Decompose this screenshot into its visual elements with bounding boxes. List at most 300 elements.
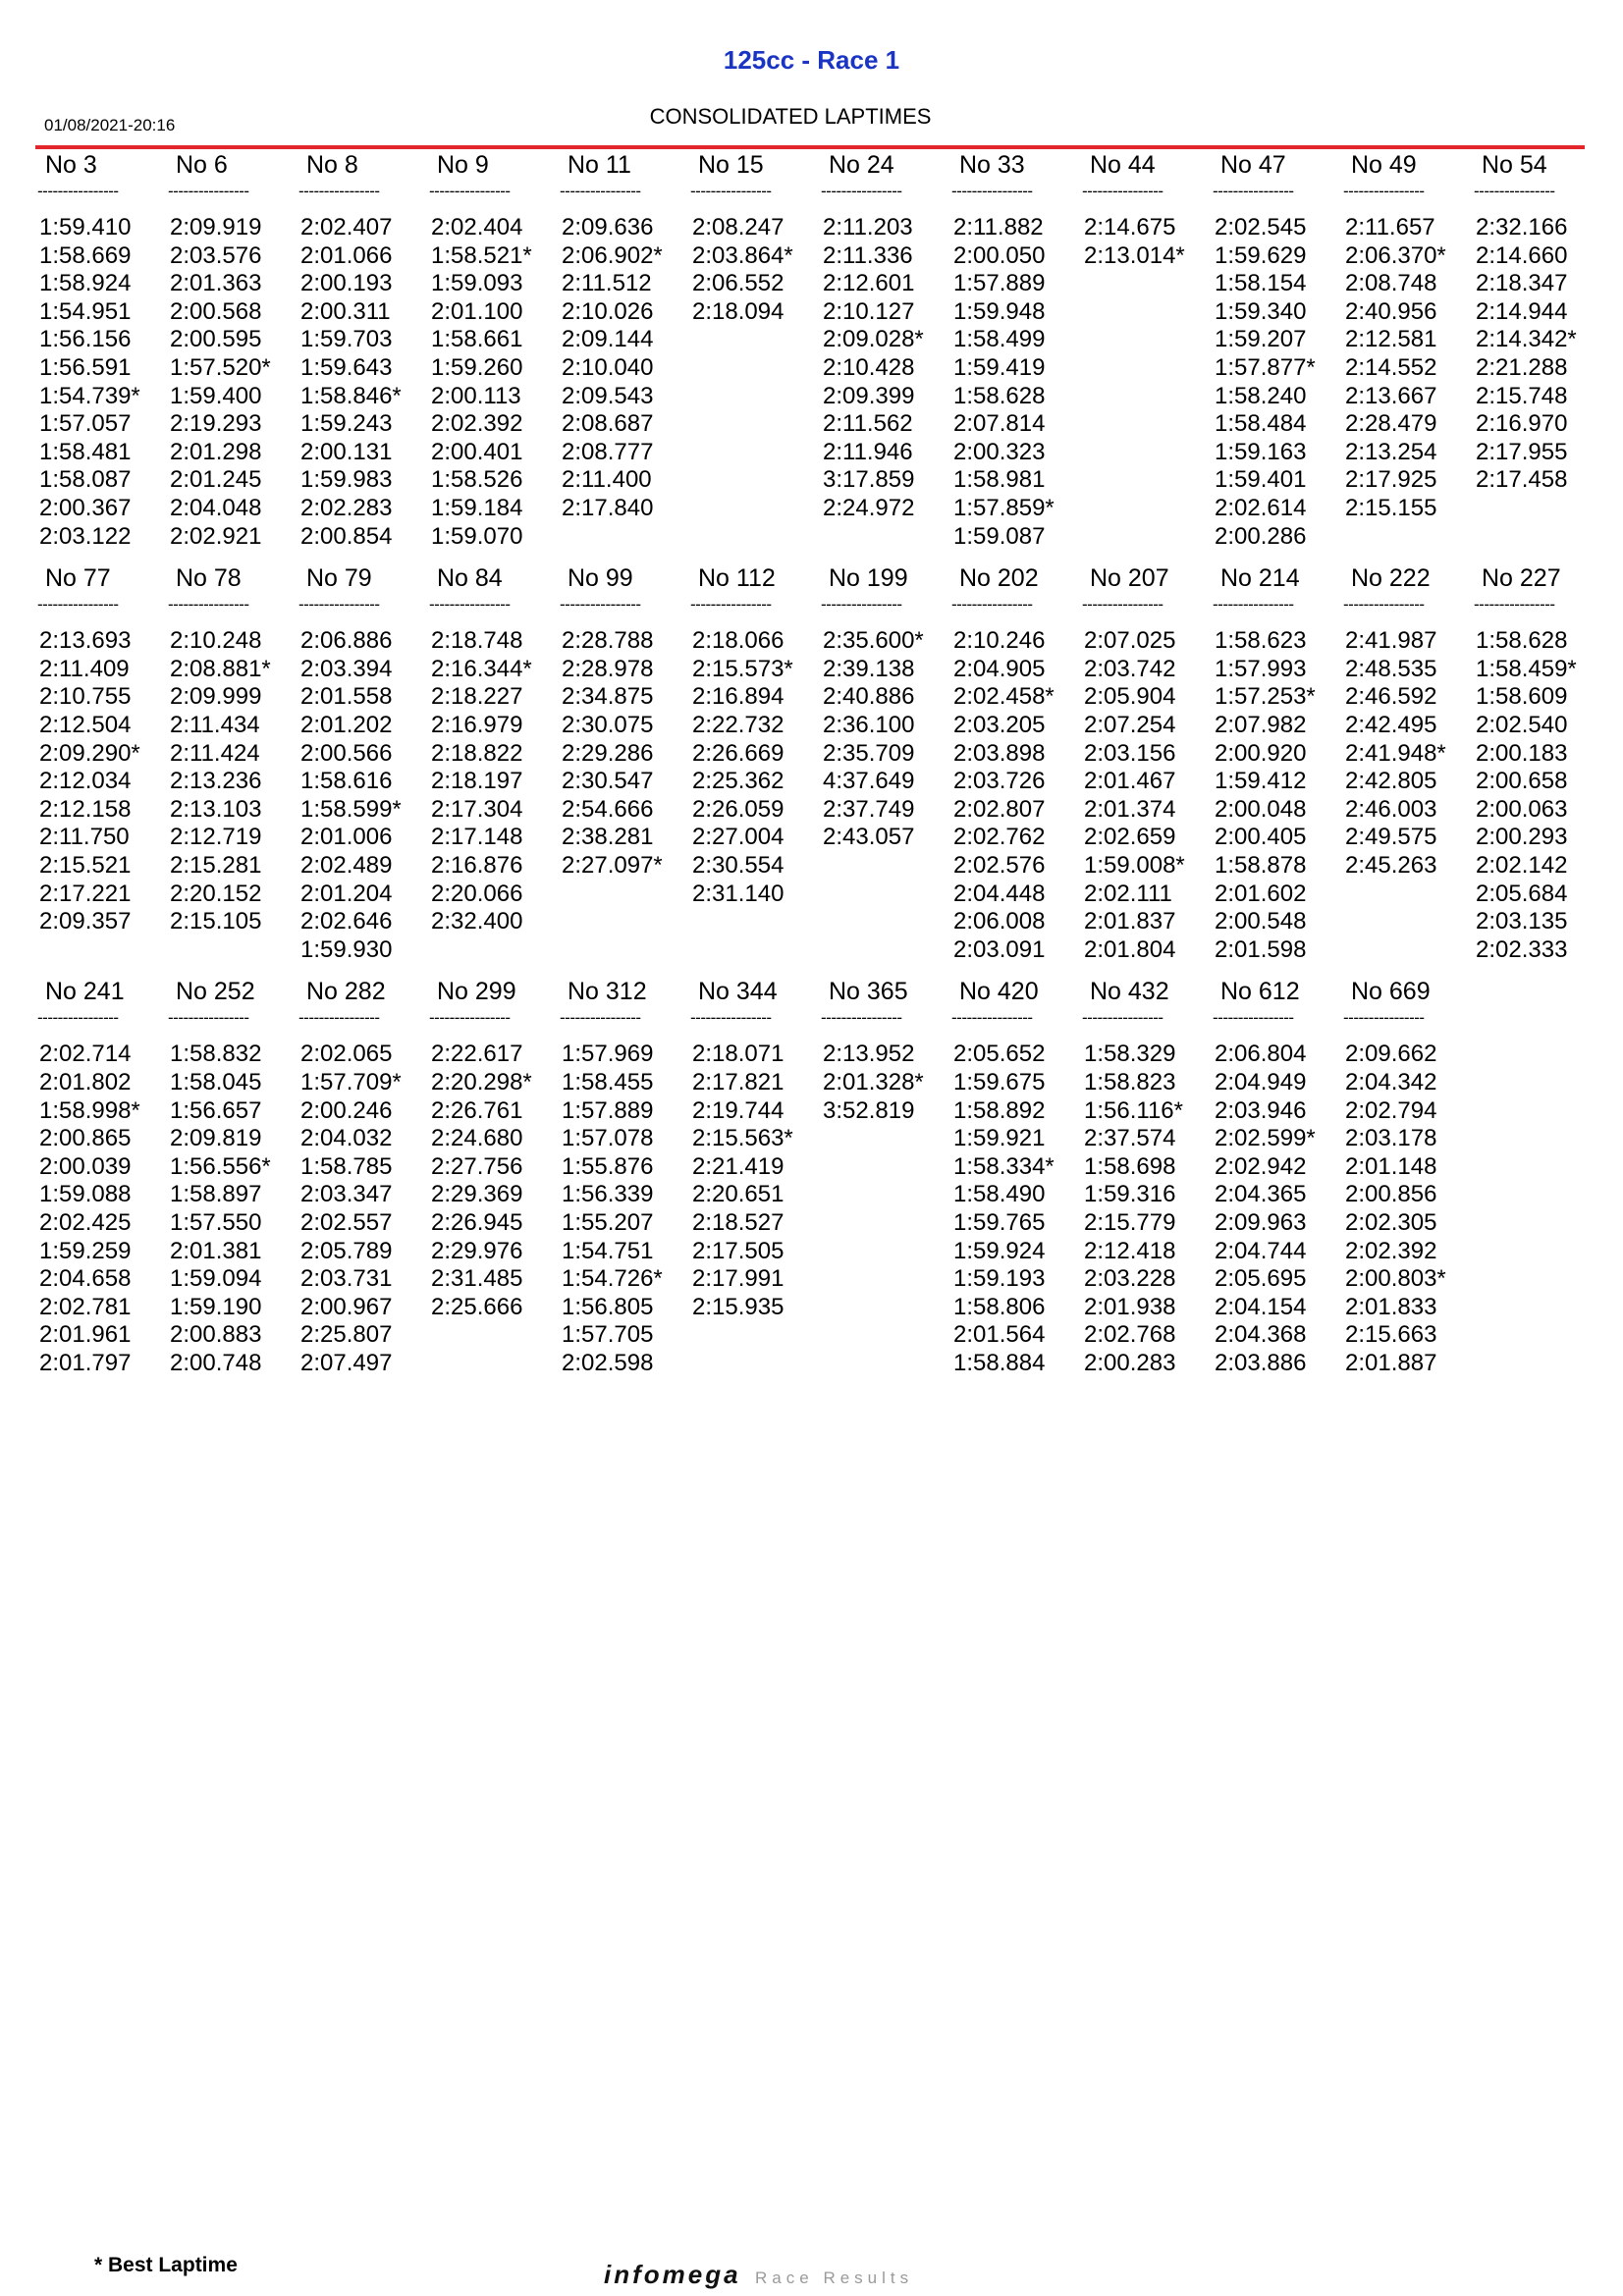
laptime-cell: 1:58.455	[562, 1068, 654, 1095]
column-separator: ----------------	[37, 1008, 119, 1028]
laptime-cell: 1:59.193	[953, 1265, 1046, 1293]
driver-number-header: No 227	[1482, 564, 1561, 593]
laptime-cell: 1:54.726*	[562, 1265, 663, 1293]
laptime-cell: 2:01.066	[300, 241, 393, 269]
laptime-cell: 2:32.400	[431, 908, 523, 935]
laptime-cell: 2:11.424	[170, 739, 260, 767]
laptime-cell: 2:01.381	[170, 1237, 262, 1264]
laptime-cell: 2:00.286	[1215, 522, 1307, 550]
laptime-cell: 1:58.897	[170, 1181, 262, 1208]
laptime-cell: 2:01.006	[300, 824, 393, 851]
laptime-cell: 2:29.286	[562, 739, 654, 767]
laptime-cell: 2:22.732	[692, 711, 784, 738]
laptime-cell: 2:00.063	[1476, 795, 1568, 823]
column-separator: ----------------	[429, 182, 511, 200]
laptime-cell: 2:26.669	[692, 739, 784, 767]
laptime-cell: 1:58.832	[170, 1041, 262, 1068]
laptime-cell: 2:02.714	[39, 1041, 132, 1068]
laptime-cell: 2:19.293	[170, 410, 262, 438]
laptime-cell: 1:59.088	[39, 1181, 132, 1208]
laptime-cell: 2:18.748	[431, 627, 523, 655]
laptime-cell: 2:00.566	[300, 739, 393, 767]
laptime-cell: 2:10.246	[953, 627, 1046, 655]
laptime-cell: 2:43.057	[823, 824, 915, 851]
laptime-cell: 1:58.499	[953, 326, 1046, 353]
laptime-cell: 2:30.554	[692, 851, 784, 879]
laptime-cell: 2:08.777	[562, 438, 654, 465]
laptime-cell: 2:11.512	[562, 270, 652, 297]
column-separator: ----------------	[1082, 595, 1163, 614]
laptime-cell: 2:11.657	[1345, 214, 1435, 240]
column-separator: ----------------	[1213, 182, 1294, 200]
laptime-cell: 2:06.886	[300, 627, 393, 655]
laptime-cell: 2:00.367	[39, 494, 132, 521]
laptime-cell: 2:15.779	[1084, 1208, 1176, 1236]
laptime-cell: 1:59.259	[39, 1237, 132, 1264]
laptime-cell: 1:58.661	[431, 326, 523, 353]
driver-column	[168, 976, 298, 1377]
laptime-cell: 2:18.347	[1476, 270, 1568, 297]
column-separator: ----------------	[168, 1008, 249, 1028]
laptime-cell: 1:59.207	[1215, 326, 1307, 353]
laptime-cell: 1:58.924	[39, 270, 132, 297]
laptime-cell: 2:18.197	[431, 768, 523, 795]
laptime-cell: 2:40.886	[823, 683, 915, 711]
laptime-cell: 2:01.802	[39, 1068, 132, 1095]
laptime-cell: 2:05.904	[1084, 683, 1176, 711]
laptime-cell: 2:39.138	[823, 655, 915, 682]
laptime-cell: 2:07.025	[1084, 627, 1176, 655]
driver-number-header: No 44	[1090, 151, 1156, 179]
driver-number-header: No 299	[437, 978, 516, 1006]
laptime-cell: 2:13.693	[39, 627, 132, 655]
laptime-cell: 2:11.434	[170, 711, 260, 738]
laptime-cell: 2:01.100	[431, 297, 523, 325]
laptime-cell: 1:57.057	[39, 410, 132, 438]
driver-column	[429, 149, 560, 551]
laptime-cell: 2:16.344*	[431, 655, 532, 682]
laptime-cell: 2:05.789	[300, 1237, 393, 1264]
laptime-cell: 1:58.334*	[953, 1152, 1055, 1180]
laptime-list	[37, 1029, 168, 1377]
report-subtitle: CONSOLIDATED LAPTIMES	[649, 104, 932, 129]
laptime-list	[821, 615, 951, 852]
laptime-cell: 2:00.283	[1084, 1349, 1176, 1376]
laptime-cell: 2:18.527	[692, 1208, 784, 1236]
laptime-cell: 2:17.991	[692, 1265, 784, 1293]
driver-column	[560, 562, 690, 880]
laptime-cell: 1:59.675	[953, 1068, 1046, 1095]
laptime-list	[1213, 615, 1343, 964]
laptime-cell: 2:03.726	[953, 768, 1046, 795]
laptime-cell: 1:57.550	[170, 1208, 262, 1236]
laptime-cell: 2:10.127	[823, 297, 915, 325]
laptime-cell: 2:03.946	[1215, 1096, 1307, 1124]
laptime-cell: 2:20.066	[431, 880, 523, 907]
column-separator: ----------------	[821, 182, 902, 200]
laptime-cell: 2:08.247	[692, 214, 784, 240]
laptime-cell: 2:17.304	[431, 795, 523, 823]
laptime-cell: 2:02.794	[1345, 1096, 1437, 1124]
laptime-list	[560, 615, 690, 880]
laptime-cell: 2:35.600*	[823, 627, 924, 655]
driver-column	[951, 976, 1082, 1377]
laptime-cell: 2:15.748	[1476, 382, 1568, 409]
laptime-list	[168, 1029, 298, 1377]
laptime-cell: 2:14.342*	[1476, 326, 1577, 353]
laptime-cell: 2:41.987	[1345, 627, 1437, 655]
laptime-cell: 1:56.339	[562, 1181, 654, 1208]
laptime-cell: 2:00.401	[431, 438, 523, 465]
laptime-list	[690, 615, 821, 908]
laptime-cell: 1:59.419	[953, 353, 1046, 381]
laptime-cell: 2:20.152	[170, 880, 262, 907]
laptime-cell: 1:59.629	[1215, 241, 1307, 269]
driver-column	[1082, 976, 1213, 1377]
laptime-cell: 1:58.490	[953, 1181, 1046, 1208]
laptime-list	[1474, 202, 1604, 495]
best-laptime-note: * Best Laptime	[94, 2254, 238, 2276]
laptime-cell: 2:17.458	[1476, 466, 1568, 494]
laptime-cell: 2:18.071	[692, 1041, 784, 1068]
laptimes-table	[37, 149, 1608, 1390]
laptime-cell: 2:01.961	[39, 1321, 132, 1349]
laptime-cell: 2:03.742	[1084, 655, 1176, 682]
driver-column	[690, 562, 821, 908]
column-separator: ----------------	[821, 595, 902, 614]
laptime-cell: 1:59.243	[300, 410, 393, 438]
laptime-cell: 2:11.750	[39, 824, 130, 851]
laptime-cell: 2:00.311	[300, 297, 391, 325]
laptime-cell: 2:09.636	[562, 214, 654, 240]
laptime-cell: 2:17.221	[39, 880, 132, 907]
laptime-cell: 2:01.328*	[823, 1068, 924, 1095]
column-separator: ----------------	[429, 595, 511, 614]
laptime-cell: 2:29.976	[431, 1237, 523, 1264]
driver-number-header: No 252	[176, 978, 255, 1006]
laptime-cell: 2:09.028*	[823, 326, 924, 353]
laptime-cell: 2:09.290*	[39, 739, 140, 767]
laptime-cell: 2:10.248	[170, 627, 262, 655]
driver-number-header: No 15	[698, 151, 764, 179]
laptime-cell: 2:05.684	[1476, 880, 1568, 907]
laptime-list	[1213, 202, 1343, 551]
laptime-list	[37, 202, 168, 551]
laptime-cell: 1:59.093	[431, 270, 523, 297]
laptime-cell: 1:58.484	[1215, 410, 1307, 438]
laptime-list	[1343, 615, 1474, 880]
driver-column	[37, 149, 168, 551]
driver-column	[1343, 149, 1474, 523]
driver-column	[1343, 562, 1474, 880]
laptime-cell: 1:58.698	[1084, 1152, 1176, 1180]
laptime-cell: 2:15.521	[39, 851, 132, 879]
column-separator: ----------------	[690, 182, 772, 200]
laptime-cell: 1:57.889	[953, 270, 1046, 297]
laptime-cell: 2:07.497	[300, 1349, 393, 1376]
column-separator: ----------------	[1343, 1008, 1425, 1028]
column-separator: ----------------	[951, 595, 1033, 614]
laptime-cell: 2:03.576	[170, 241, 262, 269]
laptime-cell: 1:57.993	[1215, 655, 1307, 682]
laptime-cell: 2:13.254	[1345, 438, 1437, 465]
laptime-cell: 2:00.568	[170, 297, 262, 325]
laptime-cell: 2:18.066	[692, 627, 784, 655]
laptime-cell: 2:04.744	[1215, 1237, 1307, 1264]
laptime-cell: 2:09.963	[1215, 1208, 1307, 1236]
laptime-cell: 1:58.628	[1476, 627, 1568, 655]
laptime-cell: 2:16.876	[431, 851, 523, 879]
laptime-cell: 2:06.804	[1215, 1041, 1307, 1068]
laptime-cell: 1:57.705	[562, 1321, 654, 1349]
laptime-cell: 2:01.202	[300, 711, 393, 738]
laptime-cell: 2:04.365	[1215, 1181, 1307, 1208]
driver-number-header: No 49	[1351, 151, 1417, 179]
laptime-cell: 1:58.623	[1215, 627, 1307, 655]
laptime-cell: 1:59.643	[300, 353, 393, 381]
laptime-cell: 2:04.448	[953, 880, 1046, 907]
laptime-cell: 2:04.658	[39, 1265, 132, 1293]
laptime-list	[168, 615, 298, 936]
laptime-cell: 1:59.410	[39, 214, 132, 240]
laptime-list	[298, 202, 429, 551]
laptime-cell: 2:24.972	[823, 494, 915, 521]
driver-number-header: No 669	[1351, 978, 1431, 1006]
laptime-cell: 2:01.598	[1215, 935, 1307, 963]
laptime-cell: 2:11.336	[823, 241, 913, 269]
laptime-cell: 1:58.785	[300, 1152, 393, 1180]
laptime-cell: 1:58.878	[1215, 851, 1307, 879]
laptime-cell: 2:04.949	[1215, 1068, 1307, 1095]
laptime-cell: 1:56.591	[39, 353, 132, 381]
laptime-cell: 1:54.751	[562, 1237, 654, 1264]
laptime-cell: 2:01.374	[1084, 795, 1176, 823]
laptime-cell: 2:01.833	[1345, 1293, 1437, 1320]
laptime-cell: 2:02.540	[1476, 711, 1568, 738]
laptime-cell: 1:56.556*	[170, 1152, 271, 1180]
laptime-cell: 2:35.709	[823, 739, 915, 767]
laptime-cell: 2:17.148	[431, 824, 523, 851]
laptime-cell: 1:57.078	[562, 1125, 654, 1152]
laptime-cell: 1:55.207	[562, 1208, 654, 1236]
laptime-cell: 2:02.942	[1215, 1152, 1307, 1180]
laptime-cell: 2:02.659	[1084, 824, 1176, 851]
laptime-cell: 2:05.652	[953, 1041, 1046, 1068]
laptime-cell: 2:04.905	[953, 655, 1046, 682]
driver-number-header: No 432	[1090, 978, 1169, 1006]
column-separator: ----------------	[1213, 595, 1294, 614]
laptime-cell: 2:15.563*	[692, 1125, 793, 1152]
laptime-list	[37, 615, 168, 936]
driver-number-header: No 312	[568, 978, 647, 1006]
driver-column	[168, 562, 298, 936]
laptime-cell: 2:20.298*	[431, 1068, 532, 1095]
laptime-cell: 2:08.687	[562, 410, 654, 438]
driver-number-header: No 77	[45, 564, 111, 593]
column-separator: ----------------	[298, 595, 380, 614]
laptime-list	[298, 615, 429, 964]
laptime-cell: 1:56.805	[562, 1293, 654, 1320]
laptime-cell: 1:55.876	[562, 1152, 654, 1180]
laptime-cell: 2:30.075	[562, 711, 654, 738]
laptime-cell: 1:58.823	[1084, 1068, 1176, 1095]
column-separator: ----------------	[560, 1008, 641, 1028]
column-separator: ----------------	[1343, 182, 1425, 200]
laptime-cell: 2:14.944	[1476, 297, 1568, 325]
laptime-cell: 2:21.419	[692, 1152, 784, 1180]
infomega-logo	[604, 2260, 913, 2290]
laptime-cell: 2:21.288	[1476, 353, 1568, 381]
laptime-cell: 2:02.768	[1084, 1321, 1176, 1349]
driver-number-header: No 612	[1220, 978, 1300, 1006]
laptime-cell: 2:03.178	[1345, 1125, 1437, 1152]
column-separator: ----------------	[690, 595, 772, 614]
column-separator: ----------------	[951, 182, 1033, 200]
laptime-cell: 1:58.045	[170, 1068, 262, 1095]
laptime-cell: 2:02.392	[1345, 1237, 1437, 1264]
laptime-cell: 2:10.755	[39, 683, 132, 711]
laptime-cell: 1:59.924	[953, 1237, 1046, 1264]
laptime-cell: 2:02.921	[170, 522, 262, 550]
laptime-list	[168, 202, 298, 551]
laptime-list	[1082, 202, 1213, 270]
laptime-cell: 2:24.680	[431, 1125, 523, 1152]
laptime-list	[821, 1029, 951, 1125]
column-separator: ----------------	[1474, 595, 1555, 614]
page-title: 125cc - Race 1	[723, 45, 900, 75]
laptime-cell: 2:06.370*	[1345, 241, 1446, 269]
driver-number-header: No 420	[959, 978, 1039, 1006]
laptime-cell: 2:26.059	[692, 795, 784, 823]
laptime-cell: 1:59.948	[953, 297, 1046, 325]
laptime-cell: 1:59.008*	[1084, 851, 1185, 879]
laptime-cell: 2:41.948*	[1345, 739, 1446, 767]
driver-number-header: No 8	[306, 151, 358, 179]
laptime-cell: 1:58.628	[953, 382, 1046, 409]
laptime-cell: 2:00.967	[300, 1293, 393, 1320]
laptime-cell: 1:58.481	[39, 438, 132, 465]
laptime-cell: 2:02.333	[1476, 935, 1568, 963]
laptime-cell: 2:03.347	[300, 1181, 393, 1208]
laptime-list	[1343, 1029, 1474, 1377]
driver-number-header: No 202	[959, 564, 1039, 593]
laptime-cell: 2:09.399	[823, 382, 915, 409]
laptime-cell: 2:12.581	[1345, 326, 1437, 353]
laptime-cell: 1:57.520*	[170, 353, 271, 381]
column-separator: ----------------	[1343, 595, 1425, 614]
laptime-cell: 1:58.669	[39, 241, 132, 269]
laptimes-block	[37, 976, 1608, 1389]
laptime-cell: 2:11.203	[823, 214, 913, 240]
driver-column	[560, 149, 690, 523]
driver-number-header: No 282	[306, 978, 386, 1006]
laptime-cell: 2:26.945	[431, 1208, 523, 1236]
column-separator: ----------------	[168, 595, 249, 614]
laptime-cell: 2:17.840	[562, 494, 654, 521]
print-datetime: 01/08/2021-20:16	[44, 116, 176, 134]
driver-column	[298, 562, 429, 964]
laptime-cell: 1:58.240	[1215, 382, 1307, 409]
laptime-list	[429, 615, 560, 936]
laptime-cell: 2:12.719	[170, 824, 262, 851]
laptime-cell: 2:40.956	[1345, 297, 1437, 325]
laptime-cell: 2:00.803*	[1345, 1265, 1446, 1293]
laptime-cell: 2:02.283	[300, 494, 393, 521]
driver-column	[1213, 562, 1343, 964]
laptime-cell: 2:25.807	[300, 1321, 393, 1349]
laptime-cell: 2:06.552	[692, 270, 784, 297]
laptimes-block	[37, 149, 1608, 562]
laptime-cell: 2:02.065	[300, 1041, 393, 1068]
driver-number-header: No 199	[829, 564, 908, 593]
laptime-cell: 2:14.660	[1476, 241, 1568, 269]
laptime-cell: 2:02.458*	[953, 683, 1055, 711]
laptime-cell: 1:59.094	[170, 1265, 262, 1293]
laptime-cell: 2:02.407	[300, 214, 393, 240]
laptime-list	[690, 202, 821, 326]
laptime-cell: 2:00.856	[1345, 1181, 1437, 1208]
laptime-cell: 2:15.105	[170, 908, 262, 935]
laptime-cell: 2:12.158	[39, 795, 132, 823]
driver-number-header: No 78	[176, 564, 242, 593]
laptime-cell: 2:01.602	[1215, 880, 1307, 907]
laptime-cell: 2:00.050	[953, 241, 1046, 269]
laptime-cell: 2:02.576	[953, 851, 1046, 879]
laptime-cell: 1:59.163	[1215, 438, 1307, 465]
laptime-cell: 2:13.952	[823, 1041, 915, 1068]
laptime-cell: 1:58.616	[300, 768, 393, 795]
driver-column	[429, 976, 560, 1321]
laptime-cell: 1:58.526	[431, 466, 523, 494]
laptime-cell: 2:10.428	[823, 353, 915, 381]
laptime-cell: 2:27.097*	[562, 851, 663, 879]
driver-column	[951, 149, 1082, 551]
laptime-cell: 2:17.505	[692, 1237, 784, 1264]
laptime-cell: 2:42.805	[1345, 768, 1437, 795]
laptime-cell: 2:02.305	[1345, 1208, 1437, 1236]
driver-column	[168, 149, 298, 551]
laptime-list	[560, 202, 690, 523]
laptime-cell: 2:17.821	[692, 1068, 784, 1095]
laptime-cell: 2:02.614	[1215, 494, 1307, 521]
laptime-cell: 2:02.599*	[1215, 1125, 1316, 1152]
laptime-cell: 2:11.562	[823, 410, 913, 438]
laptime-cell: 2:15.155	[1345, 494, 1437, 521]
laptime-cell: 2:00.883	[170, 1321, 262, 1349]
laptime-cell: 2:46.003	[1345, 795, 1437, 823]
laptime-cell: 2:38.281	[562, 824, 654, 851]
laptime-cell: 2:18.822	[431, 739, 523, 767]
laptime-cell: 2:04.154	[1215, 1293, 1307, 1320]
column-separator: ----------------	[298, 1008, 380, 1028]
driver-number-header: No 6	[176, 151, 228, 179]
column-separator: ----------------	[560, 595, 641, 614]
laptime-cell: 2:02.557	[300, 1208, 393, 1236]
laptime-list	[821, 202, 951, 523]
driver-column	[37, 562, 168, 936]
laptime-cell: 2:07.254	[1084, 711, 1176, 738]
driver-number-header: No 24	[829, 151, 894, 179]
laptime-cell: 1:57.253*	[1215, 683, 1316, 711]
laptime-cell: 2:36.100	[823, 711, 915, 738]
laptime-cell: 1:59.412	[1215, 768, 1307, 795]
laptime-cell: 1:58.459*	[1476, 655, 1577, 682]
column-separator: ----------------	[37, 182, 119, 200]
laptime-cell: 2:06.008	[953, 908, 1046, 935]
column-separator: ----------------	[1082, 182, 1163, 200]
column-separator: ----------------	[690, 1008, 772, 1028]
laptime-cell: 2:27.004	[692, 824, 784, 851]
